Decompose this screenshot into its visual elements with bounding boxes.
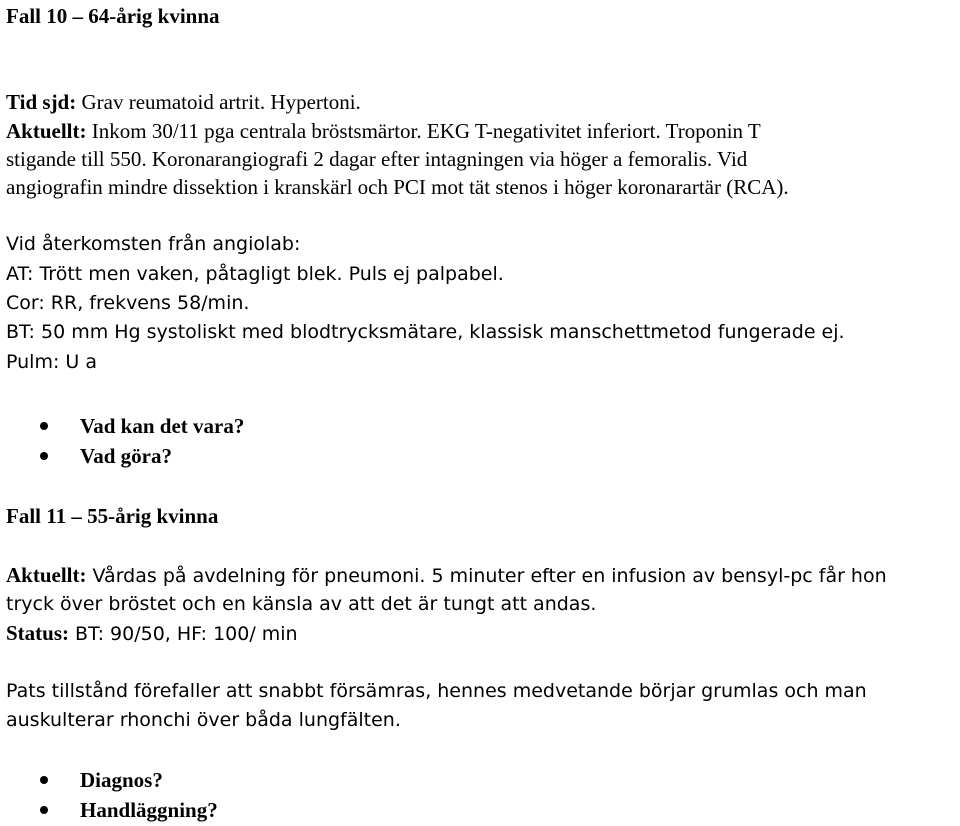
- case10-question-1-text: Vad kan det vara?: [80, 414, 245, 438]
- bullet-icon: [40, 452, 48, 460]
- case10-heading: Fall 10 – 64-årig kvinna: [6, 4, 220, 28]
- case11-current-line-1: [6, 561, 887, 590]
- case10-bt-line: BT: 50 mm Hg systoliskt med blodtrycksmätare, klassisk manschettmetod fungerade ej.: [6, 321, 845, 343]
- case11-condition-line-1: Pats tillstånd förefaller att snabbt försämras, hennes medvetande börjar grumlas och man: [6, 680, 867, 702]
- case11-question-2-text: Handläggning?: [80, 798, 218, 822]
- case11-heading: Fall 11 – 55-årig kvinna: [6, 504, 219, 528]
- case11-current-label: Aktuellt:: [6, 563, 87, 587]
- case10-history-text: Grav reumatoid artrit. Hypertoni.: [76, 90, 361, 114]
- bullet-icon: [40, 776, 48, 784]
- case10-current-line-2: stigande till 550. Koronarangiografi 2 dagar efter intagningen via höger a femoralis. Vid: [6, 147, 748, 171]
- case10-pulm-line: Pulm: U a: [6, 351, 97, 373]
- case10-current-text-1: Inkom 30/11 pga centrala bröstsmärtor. EKG T-negativitet inferiort. Troponin T: [86, 119, 761, 143]
- case10-return-line: Vid återkomsten från angiolab:: [6, 233, 301, 255]
- case11-condition-line-2: auskulterar rhonchi över båda lungfälten.: [6, 709, 401, 731]
- case11-status-text: BT: 90/50, HF: 100/ min: [69, 623, 298, 645]
- case10-at-line: AT: Trött men vaken, påtagligt blek. Puls ej palpabel.: [6, 263, 504, 285]
- case11-question-1-text: Diagnos?: [80, 768, 163, 792]
- case10-current-line-3: angiografin mindre dissektion i kranskärl och PCI mot tät stenos i höger koronarartär (RCA).: [6, 175, 789, 199]
- case11-status-line: [6, 619, 298, 648]
- case11-current-text-1: Vårdas på avdelning för pneumoni. 5 minuter efter en infusion av bensyl-pc får hon: [86, 565, 887, 587]
- bullet-icon: [40, 422, 48, 430]
- case10-question-2-text: Vad göra?: [80, 444, 172, 468]
- case10-current-line-1: [6, 117, 761, 145]
- case11-current-line-2: tryck över bröstet och en känsla av att det är tungt att andas.: [6, 593, 597, 615]
- case10-history: [6, 88, 361, 116]
- case10-current-label: Aktuellt:: [6, 119, 87, 143]
- case11-status-label: Status:: [6, 621, 70, 645]
- case10-cor-line: Cor: RR, frekvens 58/min.: [6, 292, 250, 314]
- case10-history-label: Tid sjd:: [6, 90, 77, 114]
- bullet-icon: [40, 806, 48, 814]
